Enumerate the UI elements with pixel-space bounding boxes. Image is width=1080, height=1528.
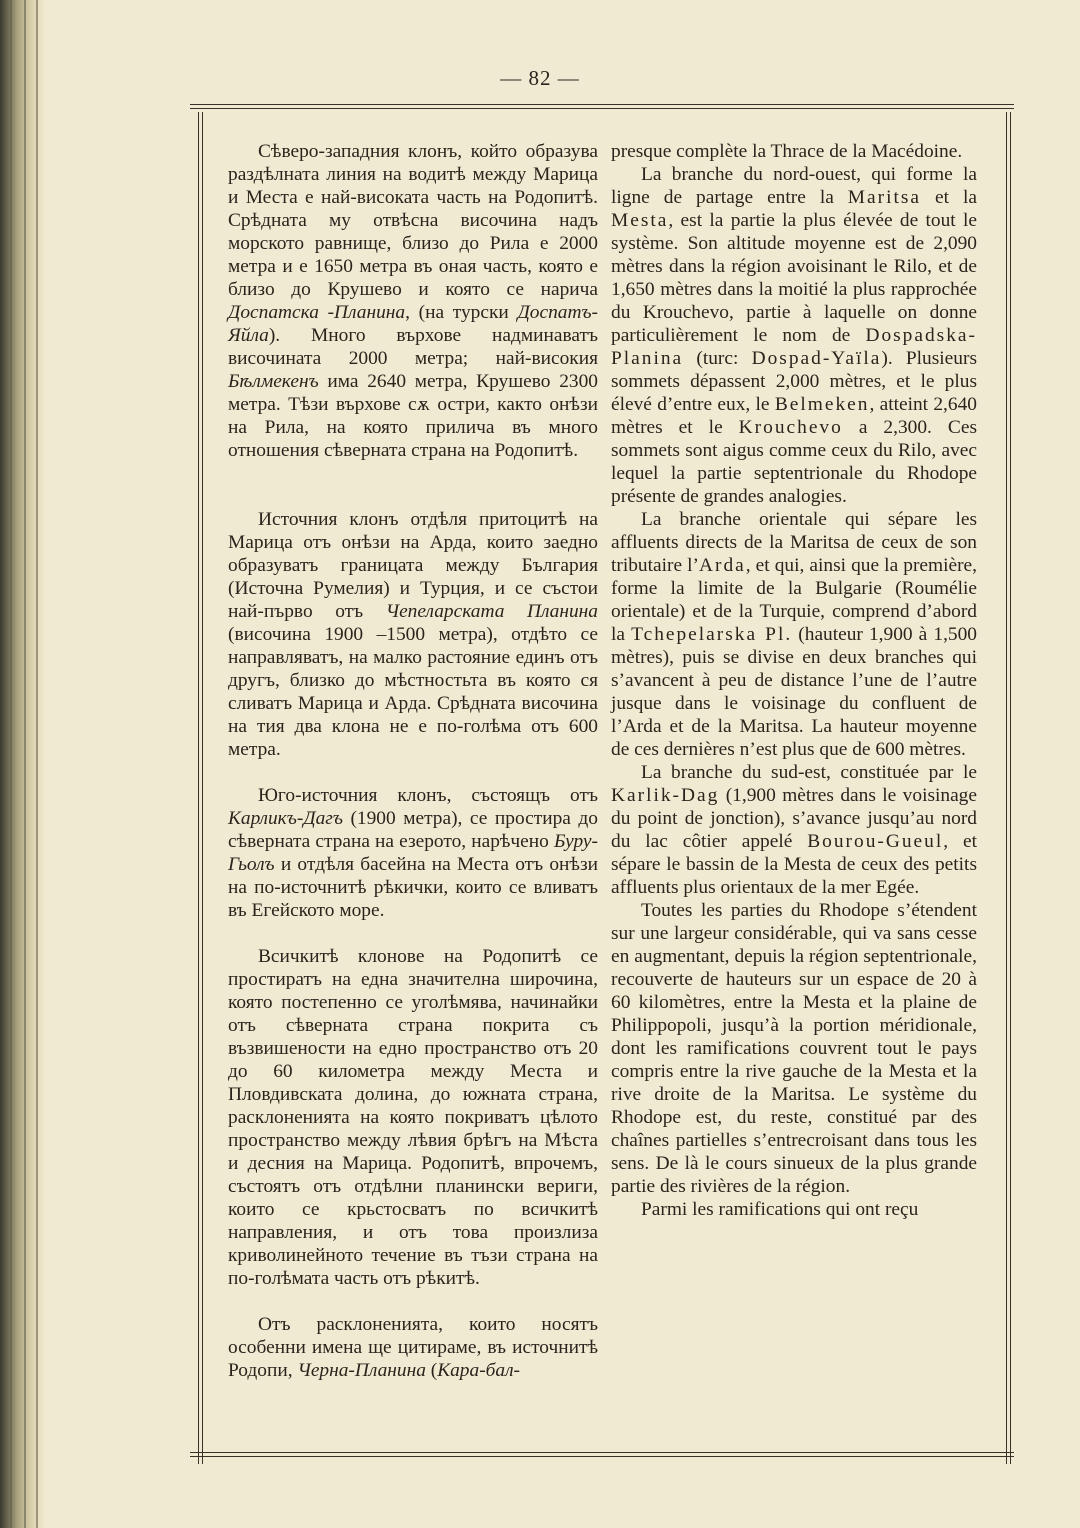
binding-line [10,0,12,1528]
paragraph-eastern-branch-fr: La branche orientale qui sépare les affluents directs de la Maritsa de ceux de son tributaire l’Arda, et qui, ainsi que la première, forme la limite de la Bulgarie (Roumélie orientale) et de la Turquie, comprend d’abord la Tchepelarska Pl. (hauteur 1,900 à 1,500 mètres), puis se divise en deux branches qui s’avancent à peu de distance l’une de l’autre jusque dans le voisinage du confluent de l’Arda et de la Maritsa. La hauteur moyenne de ces dernières n’est plus que de 600 mètres. [611,509,978,760]
paragraph-northwest-branch: Сѣверо-западния клонъ, който образува раздѣлната линия на водитѣ между Марица и Места е най-високата часть на Родопитѣ. Срѣдната му отвѣсна височина надъ морското равнище, близо до Рила е 2000 метра и е 1650 метра въ оная часть, която е близо до Крушево и която се нарича Доспатска -Планина, (на турски Доспатъ-Яйла). Много върхове надминаватъ височината 2000 метра; най-високия Бѣлмекенъ има 2640 метра, Крушево 2300 метра. Тѣзи върхове сѫ остри, както онѣзи на Рила, на която прилича въ много отношения сѣверната страна на Родопитѣ. [228,141,598,461]
paragraph-southeast-branch-fr: La branche du sud-est, constituée par le Karlik-Dag (1,900 mètres dans le voisinage du point de jonction), s’avance jusqu’au nord du lac côtier appelé Bourou-Gueul, et sépare le bassin de la Mesta de ceux des petits affluents plus orientaux de la mer Egée. [611,762,977,898]
paragraph-southeast-branch: Юго-источния клонъ, състоящъ отъ Карликъ-Дагъ (1900 метра), се простира до сѣверната страна на езерото, нарѣчено Буру-Гьолъ и отдѣля басейна на Места отъ онѣзи на по-источнитѣ рѣкички, които се вливатъ въ Егейското море. [228,785,598,921]
top-double-rule [190,108,1014,109]
page-number: — 82 — [500,66,580,90]
top-double-rule [190,104,1014,105]
bottom-double-rule [190,1452,1014,1453]
binding-line [36,0,38,1528]
bulgarian-column [228,140,598,1382]
paragraph-northwest-branch-fr: La branche du nord-ouest, qui forme la ligne de partage entre la Maritsa et la Mesta, est la partie la plus élevée de tout le système. Son altitude moyenne est de 2,090 mètres dans la région avoisinant le Rilo, et de 1,650 mètres dans la moitié la plus rapprochée du Krouchevo, partie à laquelle on donne particulièrement le nom de Dospadska-Planina (turc: Dospad-Yaïla). Plusieurs sommets dépassent 2,000 mètres, et le plus élevé d’entre eux, le Belmeken, atteint 2,640 mètres et le Krouchevo a 2,300. Ces sommets sont aigus comme ceux du Rilo, avec lequel la partie septentrionale du Rhodope présente de grandes analogies. [611,164,977,507]
left-frame-rule [202,112,203,1464]
left-frame-rule [198,112,199,1464]
paragraph-all-parts-fr: Toutes les parties du Rhodope s’étendent sur une largeur considérable, qui va sans cesse en augmentant, depuis la région septentrionale, recouverte de hauteurs sur un espace de 20 à 60 kilomètres, entre la Mesta et la plaine de Philippopoli, jusqu’à la portion méridionale, dont les ramifications couvrent tout le pays compris entre la rive gauche de la Mesta et la rive droite de la Maritsa. Le système du Rhodope est, du reste, constitué par des chaînes partielles s’entrecroisant dans tous les sens. De là le cours sinueux de la plus grande partie des rivières de la région. [611,900,977,1197]
paragraph-eastern-branch: Источния клонъ отдѣля притоцитѣ на Марица отъ онѣзи на Арда, които заедно образуватъ границата между България (Источна Румелия) и Турция, и се състои най-първо отъ Чепеларската Планина (височина 1900 –1500 метра), отдѣто се направляватъ, на малко растояние единъ отъ другъ, близко до мѣстностьта въ която ся сливатъ Марица и Арда. Срѣдната височина на тия два клона не е по-голѣма отъ 600 метра. [228,509,598,760]
right-frame-rule [1006,112,1007,1464]
french-column [611,140,977,1221]
right-frame-rule [1010,112,1011,1464]
binding-line [24,0,26,1528]
paragraph-ramifications: Отъ расклоненията, които носятъ особенни имена ще цитираме, въ источнитѣ Родопи, Черна-Планина (Кара-бал- [228,1314,598,1381]
bottom-double-rule [190,1456,1014,1457]
paragraph-all-branches: Всичкитѣ клонове на Родопитѣ се простиратъ на една значителна широчина, която постепенно се уголѣмява, начинайки отъ сѣверната страна покрита съ възвишености на едно пространство отъ 20 до 60 километра между Места и Пловдивската долина, до южната страна, расклоненията на която покриватъ цѣлото пространство между лѣвия брѣгъ на Мѣста и десния на Марица. Родопитѣ, впрочемъ, състоятъ отъ отдѣлни планински вериги, които се крьстосватъ по всичкитѣ направления, и отъ това произлиза криволинейното течение въ тъзи страна на по-голѣмата часть отъ рѣкитѣ. [228,946,598,1289]
book-binding-edge [0,0,46,1528]
paragraph-continuation: presque complète la Thrace de la Macédoine. [611,141,963,162]
paragraph-ramifications-fr: Parmi les ramifications qui ont reçu [641,1199,919,1220]
